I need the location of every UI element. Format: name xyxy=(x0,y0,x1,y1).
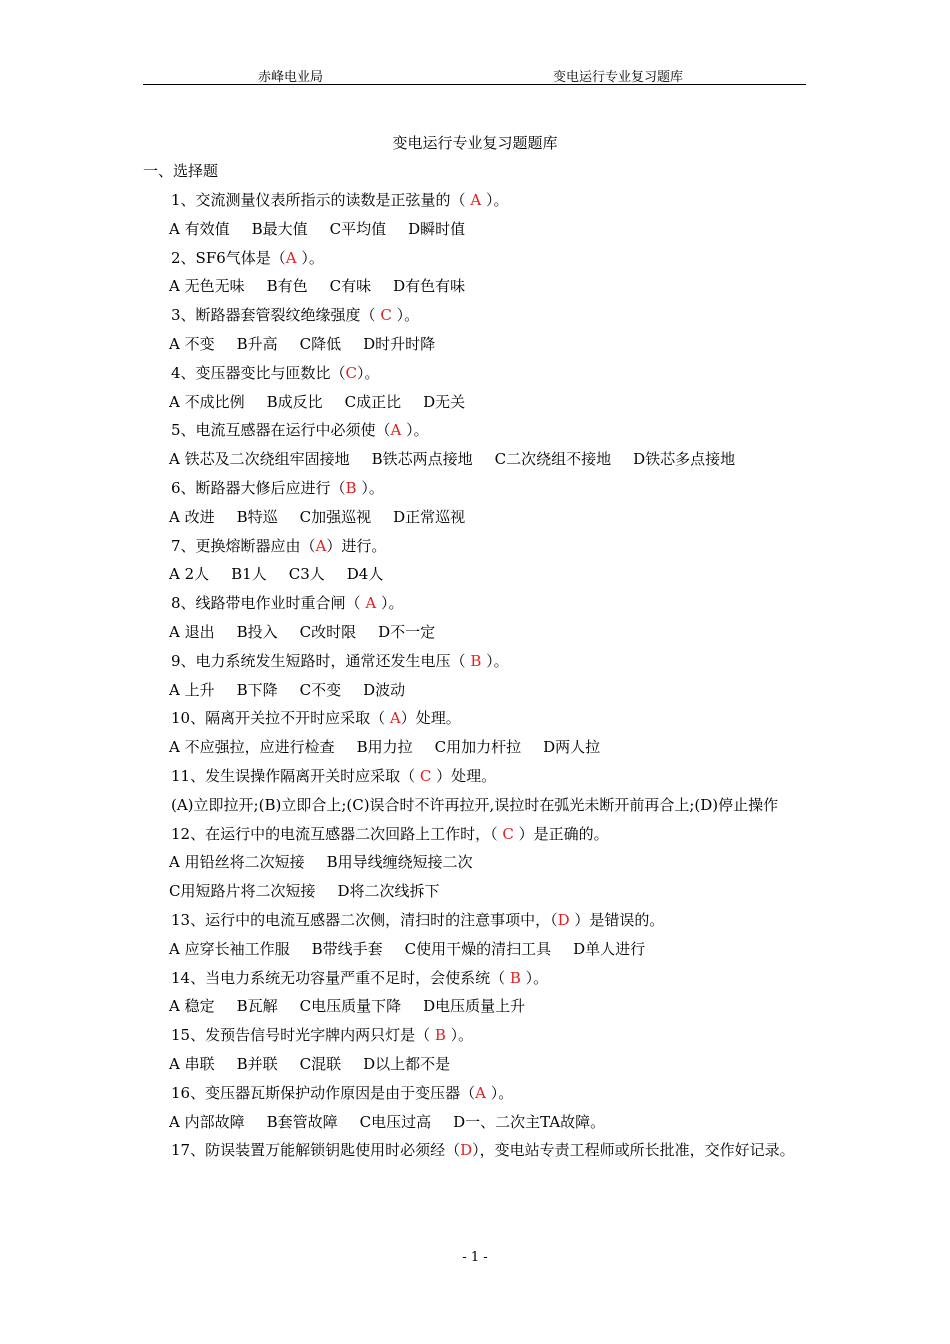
option-item: C3人 xyxy=(288,565,325,584)
option-row xyxy=(143,935,808,964)
option-item: D单人进行 xyxy=(573,939,646,958)
question-text xyxy=(143,532,808,561)
option-item: A 改进 xyxy=(169,507,215,526)
question-text xyxy=(143,186,808,215)
option-row xyxy=(143,215,808,244)
option-item: C降低 xyxy=(299,334,342,353)
option-item: B1人 xyxy=(231,565,267,584)
question-stem-end: ）。 xyxy=(481,191,509,209)
question-text xyxy=(143,906,808,935)
option-item: C使用干燥的清扫工具 xyxy=(404,939,552,958)
question-stem-end: ）。 xyxy=(357,363,380,382)
option-item: C平均值 xyxy=(329,219,387,238)
option-item: A 不应强拉，应进行检查 xyxy=(169,738,335,757)
question-text xyxy=(143,301,808,330)
answer-mark: C xyxy=(419,766,432,785)
answer-mark: A xyxy=(315,536,327,555)
option-item: B有色 xyxy=(266,277,308,296)
option-row xyxy=(143,388,808,417)
question-stem-end: ）处理。 xyxy=(431,766,497,785)
question-stem: 5、电流互感器在运行中必须使（ xyxy=(171,421,391,440)
option-row xyxy=(143,503,808,532)
option-item: C电压过高 xyxy=(359,1112,432,1131)
question-stem-end: ）。 xyxy=(401,421,429,440)
question-stem-end: ）处理。 xyxy=(400,709,461,728)
header-document-title: 变电运行专业复习题库 xyxy=(553,70,684,85)
question-stem-end: ）。 xyxy=(376,594,404,613)
option-item: C加强巡视 xyxy=(299,507,372,526)
answer-mark: A xyxy=(285,248,297,267)
option-item: A 上升 xyxy=(169,680,215,699)
option-item: A 2人 xyxy=(169,565,210,584)
question-stem: 10、隔离开关拉不开时应采取（ xyxy=(171,709,390,728)
answer-mark: D xyxy=(557,910,570,929)
answer-mark: A xyxy=(390,421,402,440)
question-text xyxy=(143,704,808,733)
question-text xyxy=(143,1136,808,1165)
answer-mark: B xyxy=(509,968,521,987)
header-organization: 赤峰电业局 xyxy=(258,70,324,85)
question-text xyxy=(143,416,808,445)
option-item: C混联 xyxy=(299,1054,342,1073)
question-stem: 17、防误装置万能解锁钥匙使用时必须经（ xyxy=(171,1141,461,1160)
option-item: C改时限 xyxy=(299,622,357,641)
option-item: D两人拉 xyxy=(543,738,601,757)
option-item: A 用铅丝将二次短接 xyxy=(169,853,305,872)
question-stem-end: ）。 xyxy=(520,968,549,987)
question-stem-end: ）进行。 xyxy=(326,536,387,555)
question-stem-end: ）。 xyxy=(485,1083,514,1102)
question-list xyxy=(143,186,808,1165)
option-item: B铁芯两点接地 xyxy=(371,450,473,469)
option-item: B投入 xyxy=(236,622,278,641)
option-paragraph: (A)立即拉开;(B)立即合上;(C)误合时不许再拉开,误拉时在弧光未断开前再合上;(D)停止操作 xyxy=(171,795,779,814)
answer-mark: B xyxy=(345,478,357,497)
option-row xyxy=(143,848,808,877)
option-row xyxy=(143,676,808,705)
option-item: B用导线缠绕短接二次 xyxy=(326,853,473,872)
option-item: D波动 xyxy=(363,680,406,699)
question-text xyxy=(143,244,808,273)
option-item: D将二次线拆下 xyxy=(337,882,440,901)
option-item: A 不变 xyxy=(169,334,215,353)
option-row xyxy=(143,992,808,1021)
question-stem: 1、交流测量仪表所指示的读数是正弦量的（ xyxy=(171,191,471,209)
question-stem-end: ）是错误的。 xyxy=(569,910,665,929)
option-item: B成反比 xyxy=(266,392,323,411)
option-item: D一、二次主TA故障。 xyxy=(453,1112,606,1131)
answer-mark: B xyxy=(434,1026,446,1045)
question-stem: 6、断路器大修后应进行（ xyxy=(171,478,346,497)
option-row xyxy=(143,560,808,589)
answer-mark: D xyxy=(460,1141,473,1160)
option-item: D瞬时值 xyxy=(408,219,466,238)
question-stem-end: ）。 xyxy=(481,651,509,670)
question-text xyxy=(143,1079,808,1108)
option-row xyxy=(143,1050,808,1079)
answer-mark: C xyxy=(345,363,358,382)
option-item: A 有效值 xyxy=(169,219,230,238)
question-stem-end: ）。 xyxy=(391,306,420,325)
question-stem-end: ）。 xyxy=(445,1026,474,1045)
question-text xyxy=(143,820,808,849)
option-item: C用加力杆拉 xyxy=(434,738,522,757)
question-text xyxy=(143,1021,808,1050)
question-stem: 16、变压器瓦斯保护动作原因是由于变压器（ xyxy=(171,1083,476,1102)
question-stem-end: ），变电站专责工程师或所长批准，交作好记录。 xyxy=(472,1141,795,1160)
answer-mark: A xyxy=(389,709,401,728)
question-text xyxy=(143,964,808,993)
question-stem: 8、线路带电作业时重合闸（ xyxy=(171,594,366,613)
option-item: A 稳定 xyxy=(169,997,215,1016)
option-item: B升高 xyxy=(236,334,278,353)
question-stem-end: ）。 xyxy=(296,248,324,267)
option-item: D时升时降 xyxy=(363,334,436,353)
question-stem: 14、当电力系统无功容量严重不足时，会使系统（ xyxy=(171,968,510,987)
option-item: D正常巡视 xyxy=(393,507,466,526)
option-item: B瓦解 xyxy=(236,997,278,1016)
question-stem: 4、变压器变比与匝数比（ xyxy=(171,363,346,382)
option-item: A 串联 xyxy=(169,1054,215,1073)
question-text xyxy=(143,589,808,618)
option-item: A 无色无味 xyxy=(169,277,245,296)
answer-mark: C xyxy=(502,824,514,843)
option-item: A 不成比例 xyxy=(169,392,245,411)
option-item: D以上都不是 xyxy=(363,1054,451,1073)
question-stem-end: ）。 xyxy=(356,478,384,497)
option-item: D无关 xyxy=(423,392,466,411)
question-stem: 3、断路器套管裂纹绝缘强度（ xyxy=(171,306,381,325)
document-title: 变电运行专业复习题题库 xyxy=(392,134,558,152)
option-item: A 应穿长袖工作服 xyxy=(169,939,290,958)
option-row xyxy=(143,618,808,647)
option-item: B带线手套 xyxy=(311,939,383,958)
question-stem-end: ）是正确的。 xyxy=(513,824,609,843)
option-item: C二次绕组不接地 xyxy=(494,450,612,469)
option-item: B用力拉 xyxy=(356,738,413,757)
option-item: A 铁芯及二次绕组牢固接地 xyxy=(169,450,350,469)
option-item: A 退出 xyxy=(169,622,215,641)
question-stem: 12、在运行中的电流互感器二次回路上工作时，（ xyxy=(171,824,503,843)
option-row xyxy=(143,330,808,359)
question-text xyxy=(143,359,808,388)
question-stem: 15、发预告信号时光字牌内两只灯是（ xyxy=(171,1026,435,1045)
option-item: B并联 xyxy=(236,1054,278,1073)
option-row xyxy=(143,1108,808,1137)
option-row xyxy=(143,272,808,301)
option-item: C成正比 xyxy=(344,392,402,411)
option-item: B最大值 xyxy=(251,219,308,238)
question-stem: 13、运行中的电流互感器二次侧，清扫时的注意事项中，（ xyxy=(171,910,558,929)
question-text xyxy=(143,474,808,503)
option-row xyxy=(143,733,808,762)
page-header xyxy=(143,64,806,85)
option-item: D4人 xyxy=(346,565,384,584)
option-item: A 内部故障 xyxy=(169,1112,245,1131)
question-text xyxy=(143,762,808,791)
answer-mark: A xyxy=(470,191,482,209)
option-item: C用短路片将二次短接 xyxy=(169,882,316,901)
question-stem: 9、电力系统发生短路时，通常还发生电压（ xyxy=(171,651,471,670)
question-stem: 2、SF6气体是（ xyxy=(171,248,286,267)
option-item: C电压质量下降 xyxy=(299,997,402,1016)
answer-mark: A xyxy=(365,594,377,613)
option-row xyxy=(143,877,808,906)
option-item: B特巡 xyxy=(236,507,278,526)
answer-mark: B xyxy=(470,651,482,670)
option-item: C不变 xyxy=(299,680,342,699)
answer-mark: C xyxy=(380,306,392,325)
question-stem: 11、发生误操作隔离开关时应采取（ xyxy=(171,766,420,785)
option-row xyxy=(143,445,808,474)
option-item: C有味 xyxy=(329,277,372,296)
question-stem: 7、更换熔断器应由（ xyxy=(171,536,316,555)
option-item: D不一定 xyxy=(378,622,436,641)
option-item: B套管故障 xyxy=(266,1112,338,1131)
option-item: B下降 xyxy=(236,680,278,699)
answer-mark: A xyxy=(475,1083,486,1102)
option-item: D电压质量上升 xyxy=(423,997,526,1016)
option-item: D有色有味 xyxy=(393,277,466,296)
page-number: - 1 - xyxy=(462,1250,488,1265)
option-item: D铁芯多点接地 xyxy=(633,450,736,469)
section-heading: 一、选择题 xyxy=(143,162,219,180)
question-text xyxy=(143,647,808,676)
